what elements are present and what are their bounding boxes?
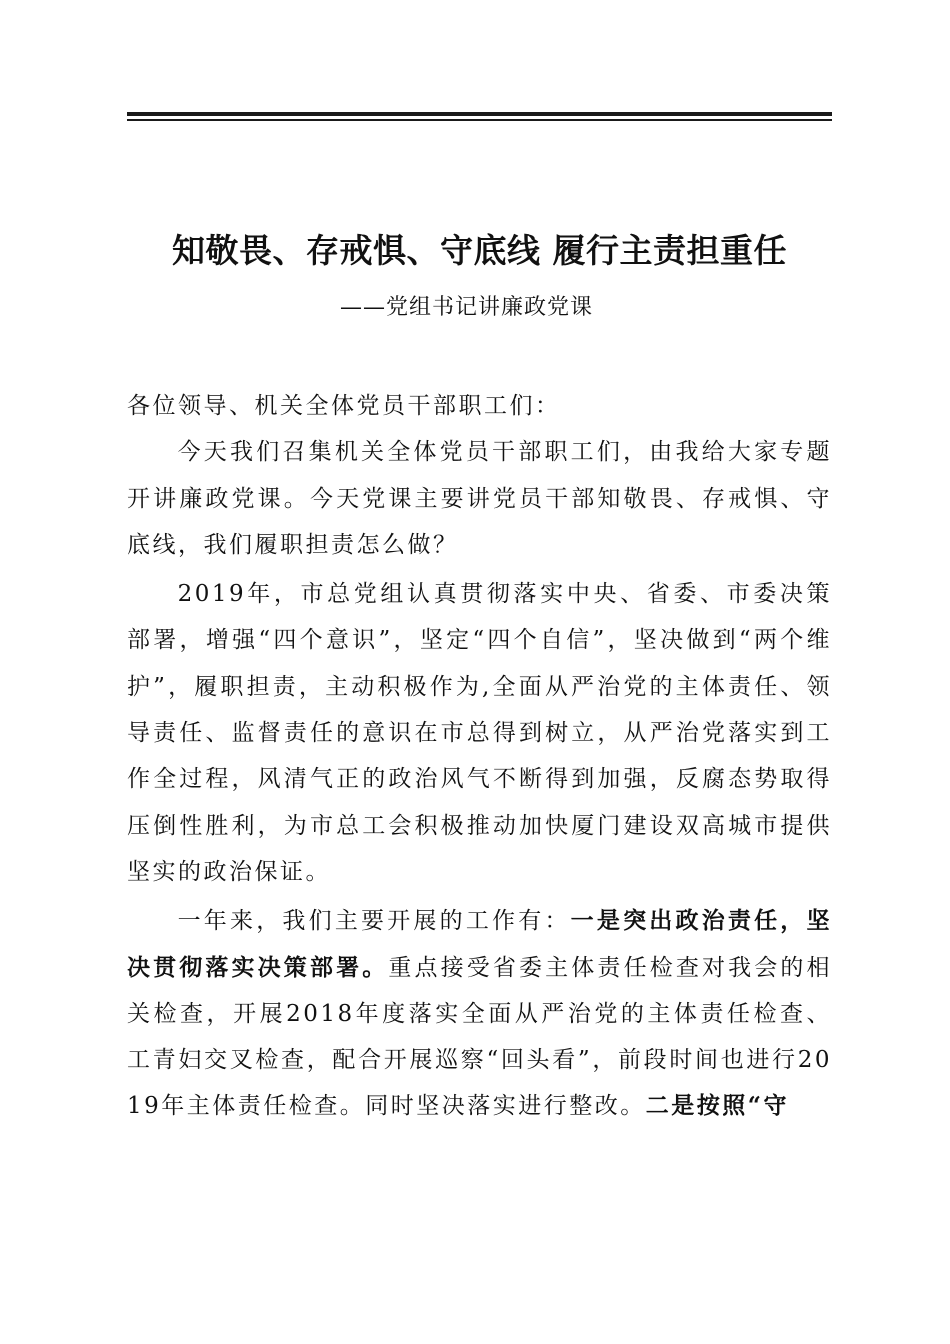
- document-subtitle: ——党组书记讲廉政党课: [340, 295, 594, 320]
- point-1-body: 重点接受省委主体责任检查对我会的相关检查，开展2018年度落实全面从严治党的主体责任检查、工青妇交叉检查，配合开展巡察“回头看”，前段时间也进行2019年主体责任检查。同时坚决落实进行整改。: [127, 954, 833, 1120]
- point-1-heading: 一是突出政治责任，坚决贯彻落实决策部署。: [127, 907, 833, 981]
- paragraph-1: 今天我们召集机关全体党员干部职工们，由我给大家专题开讲廉政党课。今天党课主要讲党员干部知敬畏、存戒惧、守底线，我们履职担责怎么做？: [127, 439, 832, 558]
- point-2-heading: 二是按照“守: [645, 1092, 790, 1120]
- salutation: 各位领导、机关全体党员干部职工们：: [127, 393, 561, 419]
- header-rule-thick: [127, 112, 832, 116]
- paragraph-3-intro: 一年来，我们主要开展的工作有：: [177, 908, 571, 935]
- document-body: [127, 383, 832, 1130]
- header-rule-thin: [127, 119, 832, 121]
- document-title: 知敬畏、存戒惧、守底线 履行主责担重任: [172, 231, 787, 270]
- paragraph-2: 2019年，市总党组认真贯彻落实中央、省委、市委决策部署，增强“四个意识”，坚定“四个自信”，坚决做到“两个维护”，履职担责，主动积极作为,全面从严治党的主体责任、领导责任、监督责任的意识在市总得到树立，从严治党落实到工作全过程，风清气正的政治风气不断得到加强，反腐态势取得压倒性胜利，为市总工会积极推动加快厦门建设双高城市提供坚实的政治保证。: [127, 581, 832, 885]
- paragraph-3: [127, 898, 832, 1129]
